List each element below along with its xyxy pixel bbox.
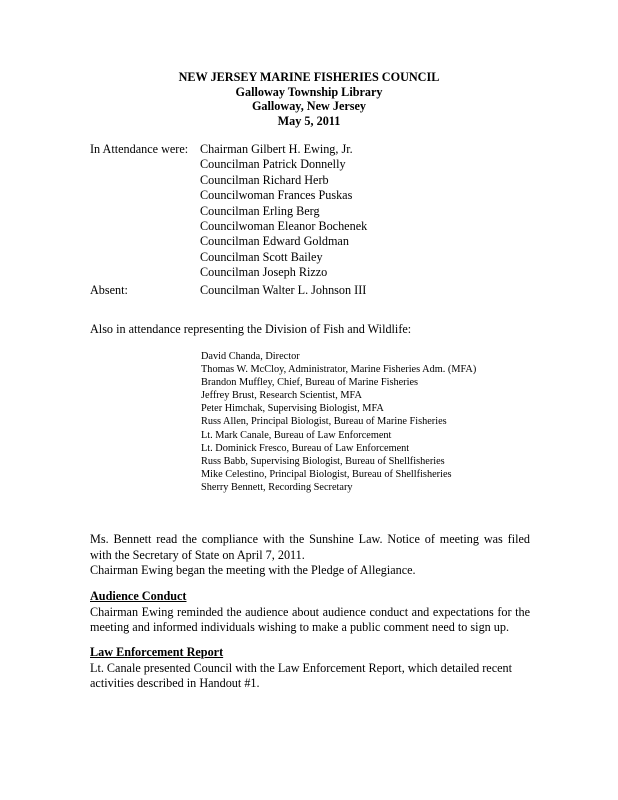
council-title: NEW JERSEY MARINE FISHERIES COUNCIL	[178, 70, 440, 84]
attendance-list	[200, 142, 367, 281]
staff-list	[201, 350, 476, 494]
law-enforcement-heading: Law Enforcement Report	[90, 645, 224, 659]
attendee: Councilman Patrick Donnelly	[200, 157, 346, 172]
absent-section	[90, 283, 367, 298]
opening-line: Ms. Bennett read the compliance with the Sunshine Law. Notice of meeting was filed	[90, 532, 530, 546]
attendance-label: In Attendance were:	[90, 142, 189, 156]
opening-line: Chairman Ewing began the meeting with the Pledge of Allegiance.	[90, 563, 416, 577]
venue-location: Galloway, New Jersey	[251, 99, 367, 113]
staff-member: David Chanda, Director	[201, 351, 300, 362]
attendee: Councilwoman Eleanor Bochenek	[200, 219, 368, 234]
staff-member: Russ Allen, Principal Biologist, Bureau of Marine Fisheries	[201, 416, 447, 428]
staff-member: Lt. Dominick Fresco, Bureau of Law Enforcement	[201, 442, 410, 454]
law-enforcement-line: activities described in Handout #1.	[90, 676, 260, 690]
document-header	[0, 70, 618, 128]
audience-conduct-line: meeting and informed individuals wishing to make a public comment need to sign up.	[90, 620, 510, 634]
audience-conduct-line: Chairman Ewing reminded the audience about audience conduct and expectations for the	[90, 604, 530, 619]
attendee: Councilman Joseph Rizzo	[200, 265, 328, 280]
staff-member: Mike Celestino, Principal Biologist, Bureau of Shellfisheries	[201, 468, 452, 480]
attendee: Councilman Edward Goldman	[200, 234, 349, 249]
attendee: Councilman Erling Berg	[200, 203, 320, 218]
also-attendance-text: Also in attendance representing the Division of Fish and Wildlife:	[90, 322, 412, 336]
attendee: Councilman Richard Herb	[200, 172, 329, 187]
staff-member: Jeffrey Brust, Research Scientist, MFA	[201, 390, 362, 402]
staff-member: Russ Babb, Supervising Biologist, Bureau of Shellfisheries	[201, 455, 445, 467]
law-enforcement-section	[90, 645, 530, 692]
audience-conduct-heading: Audience Conduct	[90, 589, 187, 603]
opening-line: with the Secretary of State on April 7, 2011.	[90, 547, 305, 562]
law-enforcement-line: Lt. Canale presented Council with the Law Enforcement Report, which detailed recent	[90, 660, 513, 675]
audience-conduct-section	[90, 589, 530, 636]
meeting-date: May 5, 2011	[277, 113, 341, 128]
attendee: Councilwoman Frances Puskas	[200, 188, 353, 203]
staff-member: Thomas W. McCloy, Administrator, Marine Fisheries Adm. (MFA)	[201, 364, 477, 376]
absent-member: Councilman Walter L. Johnson III	[200, 283, 367, 297]
staff-member: Peter Himchak, Supervising Biologist, MFA	[201, 403, 384, 415]
venue-name: Galloway Township Library	[235, 84, 383, 99]
absent-label: Absent:	[90, 283, 128, 297]
attendee: Chairman Gilbert H. Ewing, Jr.	[200, 142, 353, 156]
staff-member: Sherry Bennett, Recording Secretary	[201, 481, 353, 493]
staff-member: Lt. Mark Canale, Bureau of Law Enforcement	[201, 429, 392, 441]
opening-paragraph	[90, 532, 530, 579]
attendee: Councilman Scott Bailey	[200, 249, 323, 264]
staff-member: Brandon Muffley, Chief, Bureau of Marine Fisheries	[201, 377, 419, 389]
